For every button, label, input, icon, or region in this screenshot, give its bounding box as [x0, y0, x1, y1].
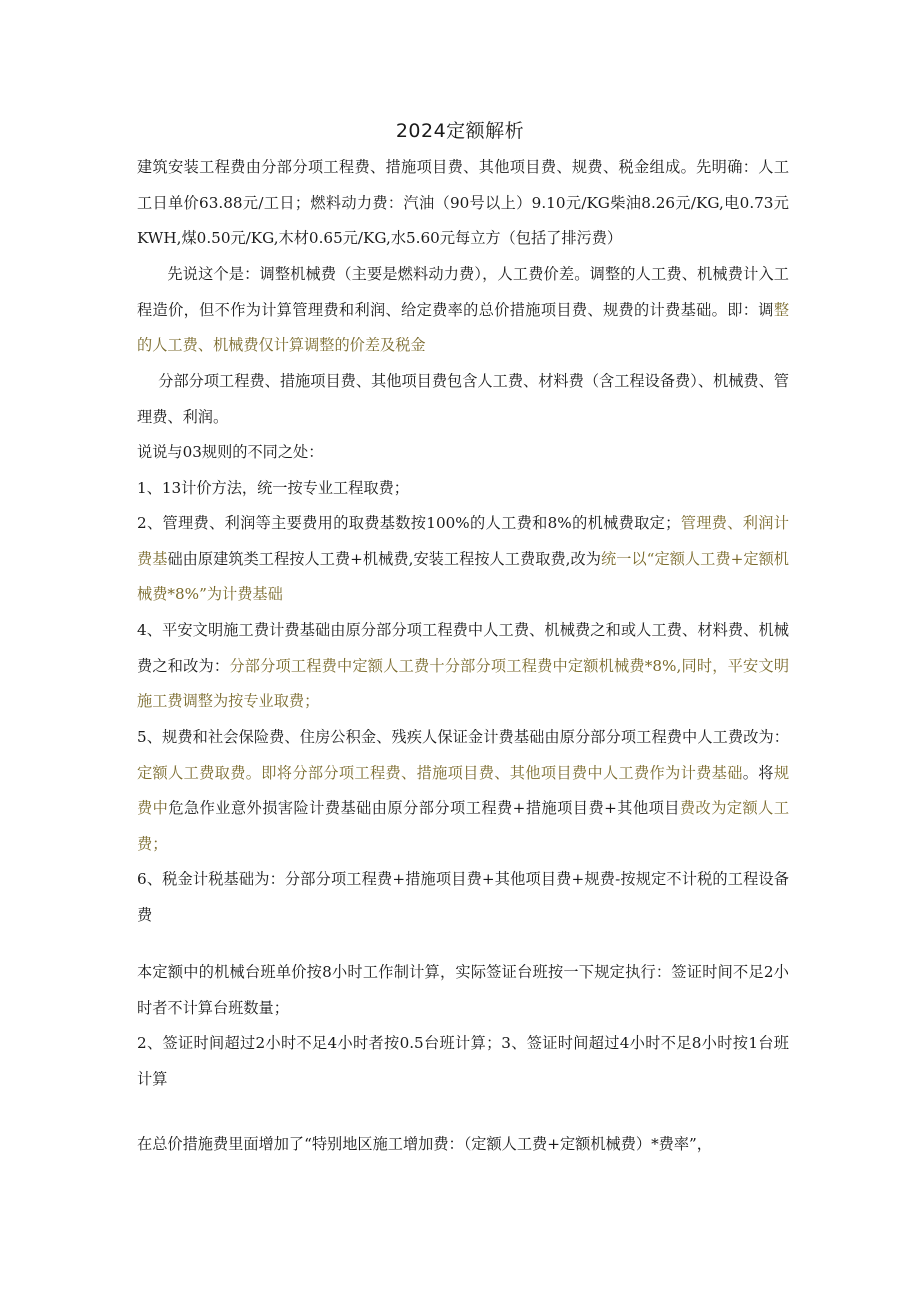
- highlight-adjustment: 整的人工费、机械费仅计算调整的价差及税金: [137, 300, 789, 354]
- highlight-regulatory-fee: 规费中: [137, 763, 790, 817]
- list-item-5-text-cont: 。将: [742, 763, 774, 782]
- paragraph-shift-rules: 2、签证时间超过2小时不足4小时者按0.5台班计算；3、签证时间超过4小时不足8小时按1台班计算: [137, 1034, 789, 1088]
- paragraph-differences-heading: 说说与03规则的不同之处：: [137, 443, 324, 461]
- list-item-5: [137, 720, 789, 862]
- paragraph-adjustment: [137, 257, 789, 364]
- highlight-changed-to-labor: 费改为定额人工费；: [137, 799, 790, 853]
- list-item-5-text-cont2: 危急作业意外损害险计费基础由原分部分项工程费+措施项目费+其他项目: [168, 799, 680, 817]
- highlight-safety-fee: 分部分项工程费中定额人工费十分部分项工程费中定额机械费*8%,同时，平安文明施工费调整为按专业取费；: [137, 656, 790, 710]
- list-item-4-text: 4、平安文明施工费计费基础由原分部分项工程费中人工费、机械费之和或人工费、材料费、机械费之和改为：: [137, 621, 789, 675]
- paragraph-special-area: 在总价措施费里面增加了“特别地区施工增加费：（定额人工费+定额机械费）*费率”，: [137, 1135, 712, 1153]
- list-item-2: [137, 506, 789, 613]
- highlight-management-fee: 管理费、利润计费基: [137, 514, 789, 568]
- highlight-labor-base: 定额人工费取费。即将分部分项工程费、措施项目费、其他项目费中人工费作为计费基础: [137, 763, 743, 782]
- list-item-2-text-cont: 础由原建筑类工程按人工费+机械费,安装工程按人工费取费,改为: [167, 549, 601, 568]
- paragraph-machine-shift: 本定额中的机械台班单价按8小时工作制计算，实际签证台班按一下规定执行：签证时间不足2小时者不计算台班数量；: [137, 963, 789, 1017]
- list-item-5-text: 5、规费和社会保险费、住房公积金、残疾人保证金计费基础由原分部分项工程费中人工费改为：: [137, 728, 789, 746]
- list-item-6: 6、税金计税基础为：分部分项工程费+措施项目费+其他项目费+规费-按规定不计税的工程设备费: [137, 870, 789, 924]
- paragraph-intro: 建筑安装工程费由分部分项工程费、措施项目费、其他项目费、规费、税金组成。先明确：人工工日单价63.88元/工日；燃料动力费：汽油（90号以上）9.10元/KG柴油8.26元/KG,电0.73元KWH,煤0.50元/KG,木材0.65元/KG,水5.60元每立方（包括了排污费）: [137, 158, 789, 247]
- paragraph-adjustment-text: 先说这个是：调整机械费（主要是燃料动力费），人工费价差。调整的人工费、机械费计入工程造价，但不作为计算管理费和利润、给定费率的总价措施项目费、规费的计费基础。即：调: [137, 265, 789, 319]
- paragraph-composition: 分部分项工程费、措施项目费、其他项目费包含人工费、材料费（含工程设备费）、机械费、管理费、利润。: [137, 372, 789, 426]
- list-item-2-text: 2、管理费、利润等主要费用的取费基数按100%的人工费和8%的机械费取定；: [137, 514, 681, 532]
- list-item-1: 1、13计价方法，统一按专业工程取费；: [137, 479, 409, 497]
- page-title: 2024定额解析: [395, 120, 525, 142]
- list-item-4: [137, 613, 789, 720]
- highlight-unified-base: 统一以“定额人工费+定额机械费*8%”为计费基础: [137, 549, 789, 603]
